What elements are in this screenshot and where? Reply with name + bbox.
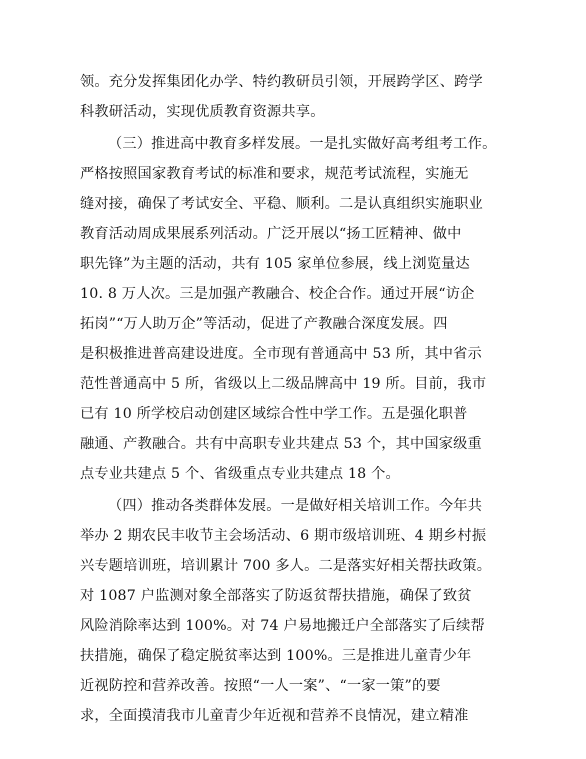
text-line-9: 拓岗”“万人助万企”等活动，促进了产教融合深度发展。四 <box>80 316 448 332</box>
text-line-13: 融通、产教融合。共有中高职专业共建点 53 个，其中国家级重 <box>80 436 482 452</box>
text-line-7: 职先锋”为主题的活动，共有 105 家单位参展，线上浏览量达 <box>80 256 470 272</box>
text-line-1: 领。充分发挥集团化办学、特约教研员引领，开展跨学区、跨学 <box>80 74 483 90</box>
text-line-15: （四）推动各类群体发展。一是做好相关培训工作。今年共 <box>108 498 483 514</box>
text-line-3: （三）推进高中教育多样发展。一是扎实做好高考组考工作。 <box>108 136 497 152</box>
text-line-18: 对 1087 户监测对象全部落实了防返贫帮扶措施，确保了致贫 <box>80 588 472 604</box>
text-line-10: 是积极推进普高建设进度。全市现有普通高中 53 所，其中省示 <box>80 346 482 362</box>
text-line-6: 教育活动周成果展系列活动。广泛开展以“扬工匠精神、做中 <box>80 226 462 242</box>
text-line-2: 科教研活动，实现优质教育资源共享。 <box>80 104 325 120</box>
text-line-14: 点专业共建点 5 个、省级重点专业共建点 18 个。 <box>80 466 400 482</box>
text-line-20: 扶措施，确保了稳定脱贫率达到 100%。三是推进儿童青少年 <box>80 648 472 664</box>
text-line-21: 近视防控和营养改善。按照“一人一案”、“一家一策”的要 <box>80 678 441 694</box>
text-line-8: 10. 8 万人次。三是加强产教融合、校企合作。通过开展“访企 <box>80 286 475 302</box>
text-line-4: 严格按照国家教育考试的标准和要求，规范考试流程，实施无 <box>80 166 469 182</box>
text-line-19: 风险消除率达到 100%。对 74 户易地搬迁户全部落实了后续帮 <box>80 618 485 634</box>
text-line-16: 举办 2 期农民丰收节主会场活动、6 期市级培训班、4 期乡村振 <box>80 528 487 544</box>
text-line-22: 求，全面摸清我市儿童青少年近视和营养不良情况，建立精准 <box>80 708 469 724</box>
text-line-5: 缝对接，确保了考试安全、平稳、顺利。二是认真组织实施职业 <box>80 196 483 212</box>
text-line-17: 兴专题培训班，培训累计 700 多人。二是落实好相关帮扶政策。 <box>80 558 492 574</box>
text-line-11: 范性普通高中 5 所，省级以上二级品牌高中 19 所。目前，我市 <box>80 376 487 392</box>
text-line-12: 已有 10 所学校启动创建区域综合性中学工作。五是强化职普 <box>80 406 468 422</box>
